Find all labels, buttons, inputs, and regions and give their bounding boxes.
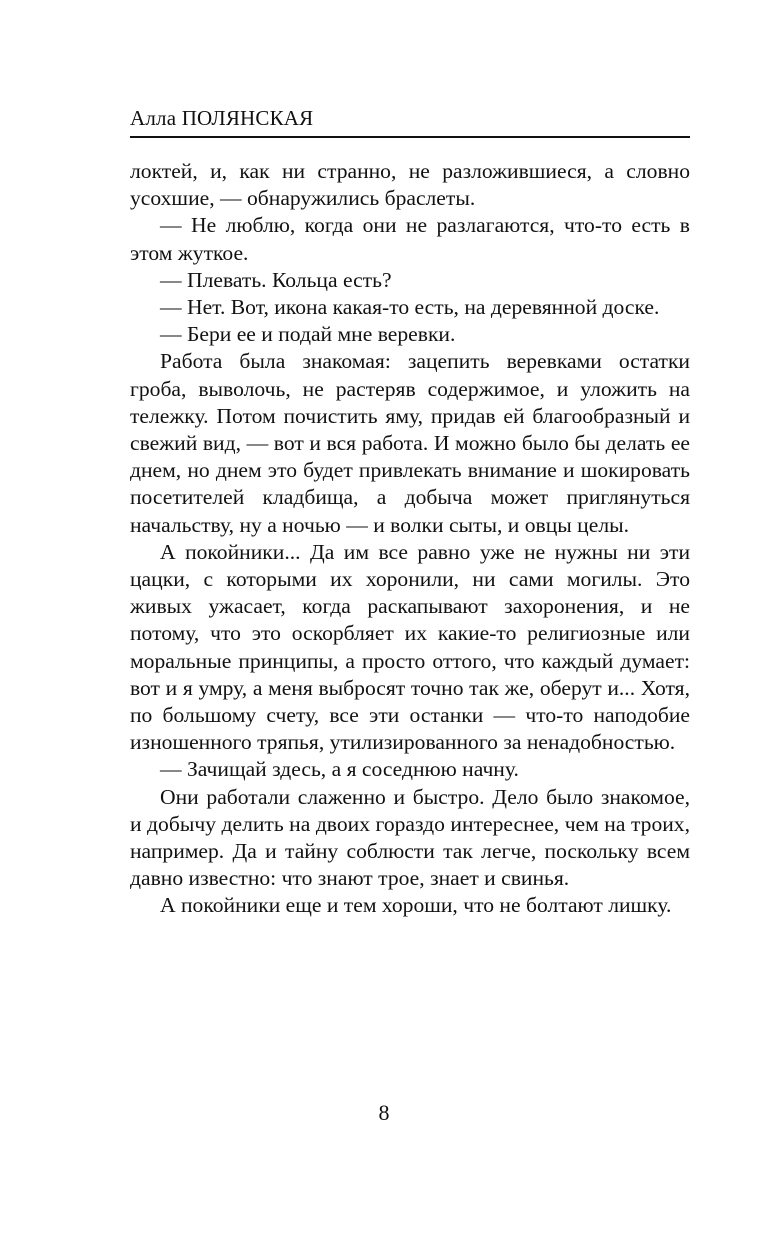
page-number: 8 — [378, 1100, 390, 1125]
running-header — [130, 100, 690, 138]
paragraph-dialogue: — Не люблю, когда они не разлагаются, что-то есть в этом жуткое. — [130, 213, 690, 265]
paragraph-continuation: локтей, и, как ни странно, не разложившиеся, а словно усохшие, — обнаружились браслеты. — [130, 159, 690, 211]
author-name: Алла ПОЛЯНСКАЯ — [130, 106, 314, 130]
paragraph: Они работали слаженно и быстро. Дело было знакомое, и добычу делить на двоих гораздо интереснее, чем на троих, например. Да и тайну соблюсти так легче, поскольку всем давно известно: что знают трое, знает и свинья. — [130, 784, 690, 891]
paragraph: А покойники... Да им все равно уже не нужны ни эти цацки, с которыми их хоронили, ни сами могилы. Это живых ужасает, когда раскапывают захоронения, и не потому, что это оскорбляет их какие-то религиозные или моральные принципы, а просто оттого, что каждый думает: вот и я умру, а меня выбросят точно так же, оберут и... Хотя, по большому счету, все эти останки — что-то наподобие изношенного тряпья, утилизированного за ненадобностью. — [130, 539, 690, 755]
paragraph-dialogue: — Бери ее и подай мне веревки. — [160, 322, 456, 347]
paragraph: Работа была знакомая: зацепить веревками остатки гроба, выволочь, не растеряв содержимое, и уложить на тележку. Потом почистить яму, придав ей благообразный и свежий вид, — вот и вся работа. И можно было бы делать ее днем, но днем это будет привлекать внимание и шокировать посетителей кладбища, а добыча может приглянуться начальству, ну а ночью — и волки сыты, и овцы целы. — [130, 349, 690, 537]
paragraph: А покойники еще и тем хороши, что не болтают лишку. — [160, 893, 672, 918]
paragraph-dialogue: — Нет. Вот, икона какая-то есть, на деревянной доске. — [160, 295, 660, 320]
page-body — [130, 158, 690, 920]
paragraph-dialogue: — Плевать. Кольца есть? — [160, 267, 392, 292]
paragraph-dialogue: — Зачищай здесь, а я соседнюю начну. — [160, 757, 519, 782]
